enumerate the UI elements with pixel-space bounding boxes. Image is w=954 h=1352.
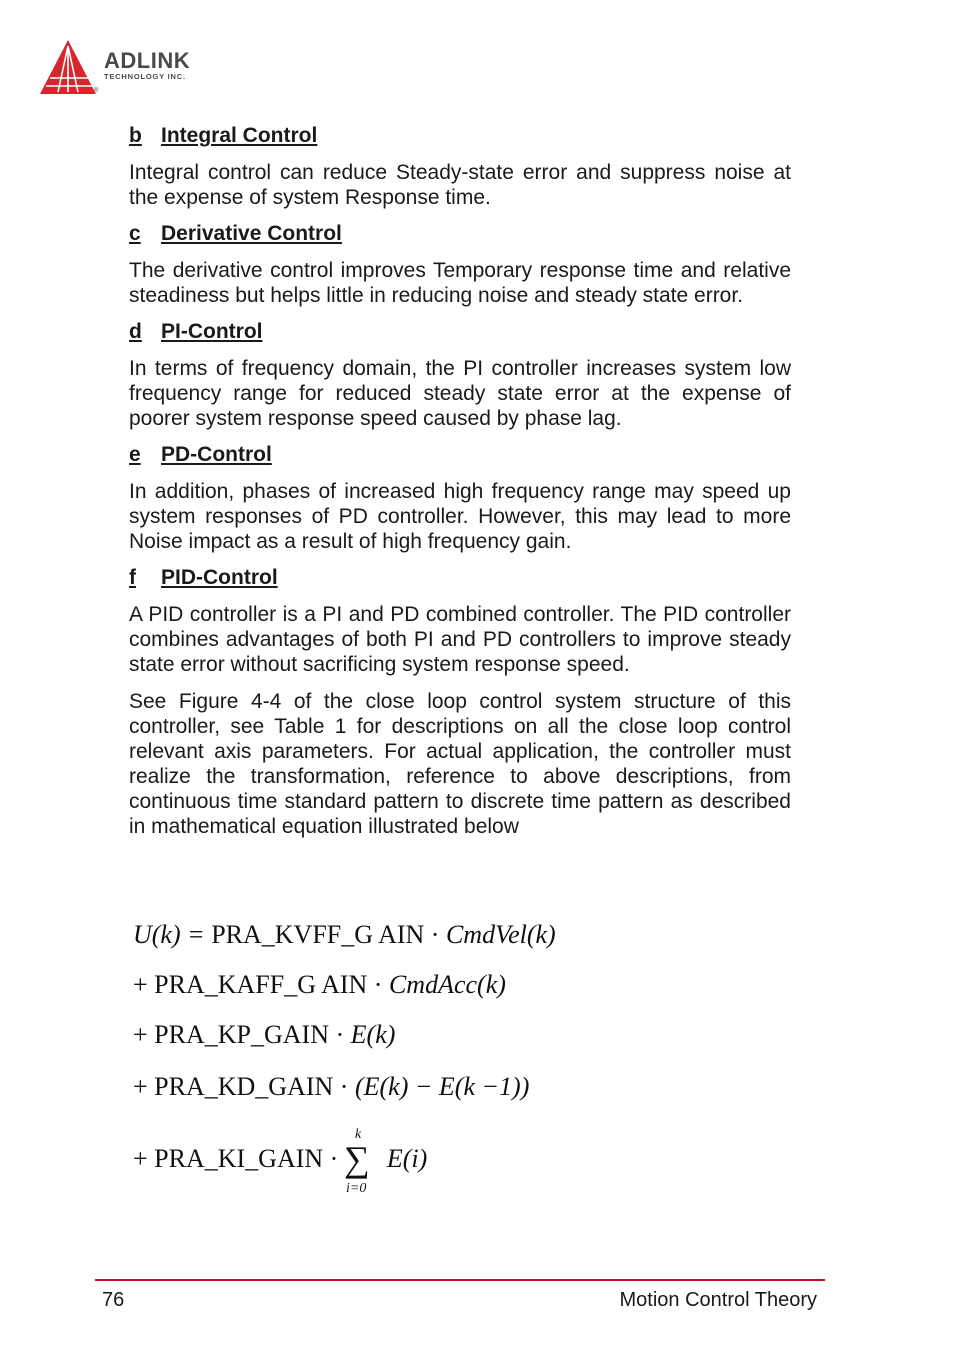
sum-upper-limit: k [355, 1127, 362, 1142]
equation-line-1 [133, 920, 556, 950]
section-title: PI-Control [161, 320, 263, 343]
section-derivative-control [129, 222, 791, 308]
section-heading [129, 124, 791, 148]
equation-dot: · [329, 1144, 339, 1173]
equation-dot: · [339, 1072, 349, 1101]
brand-name: ADLINK [104, 48, 191, 73]
summation [342, 1127, 382, 1197]
equation-term: CmdVel(k) [445, 920, 556, 949]
main-content [129, 124, 791, 851]
equation-line-2 [133, 970, 506, 1000]
paragraph: In addition, phases of increased high frequency range may speed up system responses of PD controller. However, this may lead to more Noise impact as a result of high frequency gain. [129, 480, 791, 553]
section-pid-control [129, 566, 791, 839]
section-heading [129, 320, 791, 344]
equation-term: CmdAcc(k) [388, 970, 506, 999]
equation-line-3 [133, 1020, 395, 1050]
footer-rule [95, 1279, 825, 1281]
equation-operator: + [133, 1144, 148, 1173]
page-number: 76 [102, 1289, 125, 1311]
section-heading [129, 222, 791, 246]
equation-param: PRA_KD_GAIN [154, 1072, 334, 1101]
brand-subtitle: TECHNOLOGY INC. [104, 72, 186, 81]
section-heading [129, 443, 791, 467]
paragraph: A PID controller is a PI and PD combined controller. The PID controller combines advantages of both PI and PD controllers to improve steady state error without sacrificing system response speed. [129, 603, 791, 676]
section-letter: f [129, 566, 136, 589]
equation-dot: · [335, 1020, 345, 1049]
equation-term: E(i) [386, 1144, 428, 1173]
section-letter: d [129, 320, 142, 343]
equation-line-5 [133, 1144, 427, 1174]
section-letter: b [129, 124, 142, 147]
equation-term: E(k) [350, 1020, 396, 1049]
section-integral-control [129, 124, 791, 210]
equation-operator: + [133, 970, 148, 999]
triangle-logo-icon [38, 38, 100, 98]
section-title: Integral Control [161, 124, 318, 147]
equation-dot: · [373, 970, 383, 999]
equation-line-4 [133, 1072, 529, 1102]
registered-mark: ® [94, 88, 99, 94]
section-title: PID-Control [161, 566, 278, 589]
chapter-title: Motion Control Theory [619, 1289, 817, 1311]
equation-term: (E(k) − E(k −1)) [354, 1072, 530, 1101]
equation-lhs: U(k) = [133, 920, 212, 949]
paragraph: Integral control can reduce Steady-state error and suppress noise at the expense of system Response time. [129, 161, 791, 209]
equation-param: PRA_KI_GAIN [154, 1144, 324, 1173]
section-title: PD-Control [161, 443, 272, 466]
section-pi-control [129, 320, 791, 431]
paragraph: See Figure 4-4 of the close loop control system structure of this controller, see Table 1 for descriptions on all the close loop control relevant axis parameters. For actual application, the controller must realize the transformation, reference to above descriptions, from continuous time standard pattern to discrete time pattern as described in mathematical equation illustrated below [129, 690, 791, 838]
section-heading [129, 566, 791, 590]
section-letter: e [129, 443, 141, 466]
section-letter: c [129, 222, 141, 245]
equation-dot: · [430, 920, 440, 949]
equation-param: PRA_KVFF_G AIN [211, 920, 425, 949]
paragraph: In terms of frequency domain, the PI controller increases system low frequency range for reduced steady state error at the expense of poorer system response speed caused by phase lag. [129, 357, 791, 430]
sigma-icon: ∑ [344, 1139, 370, 1179]
equation-operator: + [133, 1072, 148, 1101]
adlink-logo [38, 38, 238, 98]
paragraph: The derivative control improves Temporary response time and relative steadiness but helps little in reducing noise and steady state error. [129, 259, 791, 307]
equation-param: PRA_KP_GAIN [154, 1020, 329, 1049]
equation-operator: + [133, 1020, 148, 1049]
equation-param: PRA_KAFF_G AIN [154, 970, 368, 999]
section-title: Derivative Control [161, 222, 342, 245]
sum-lower-limit: i=0 [346, 1181, 367, 1196]
section-pd-control [129, 443, 791, 554]
